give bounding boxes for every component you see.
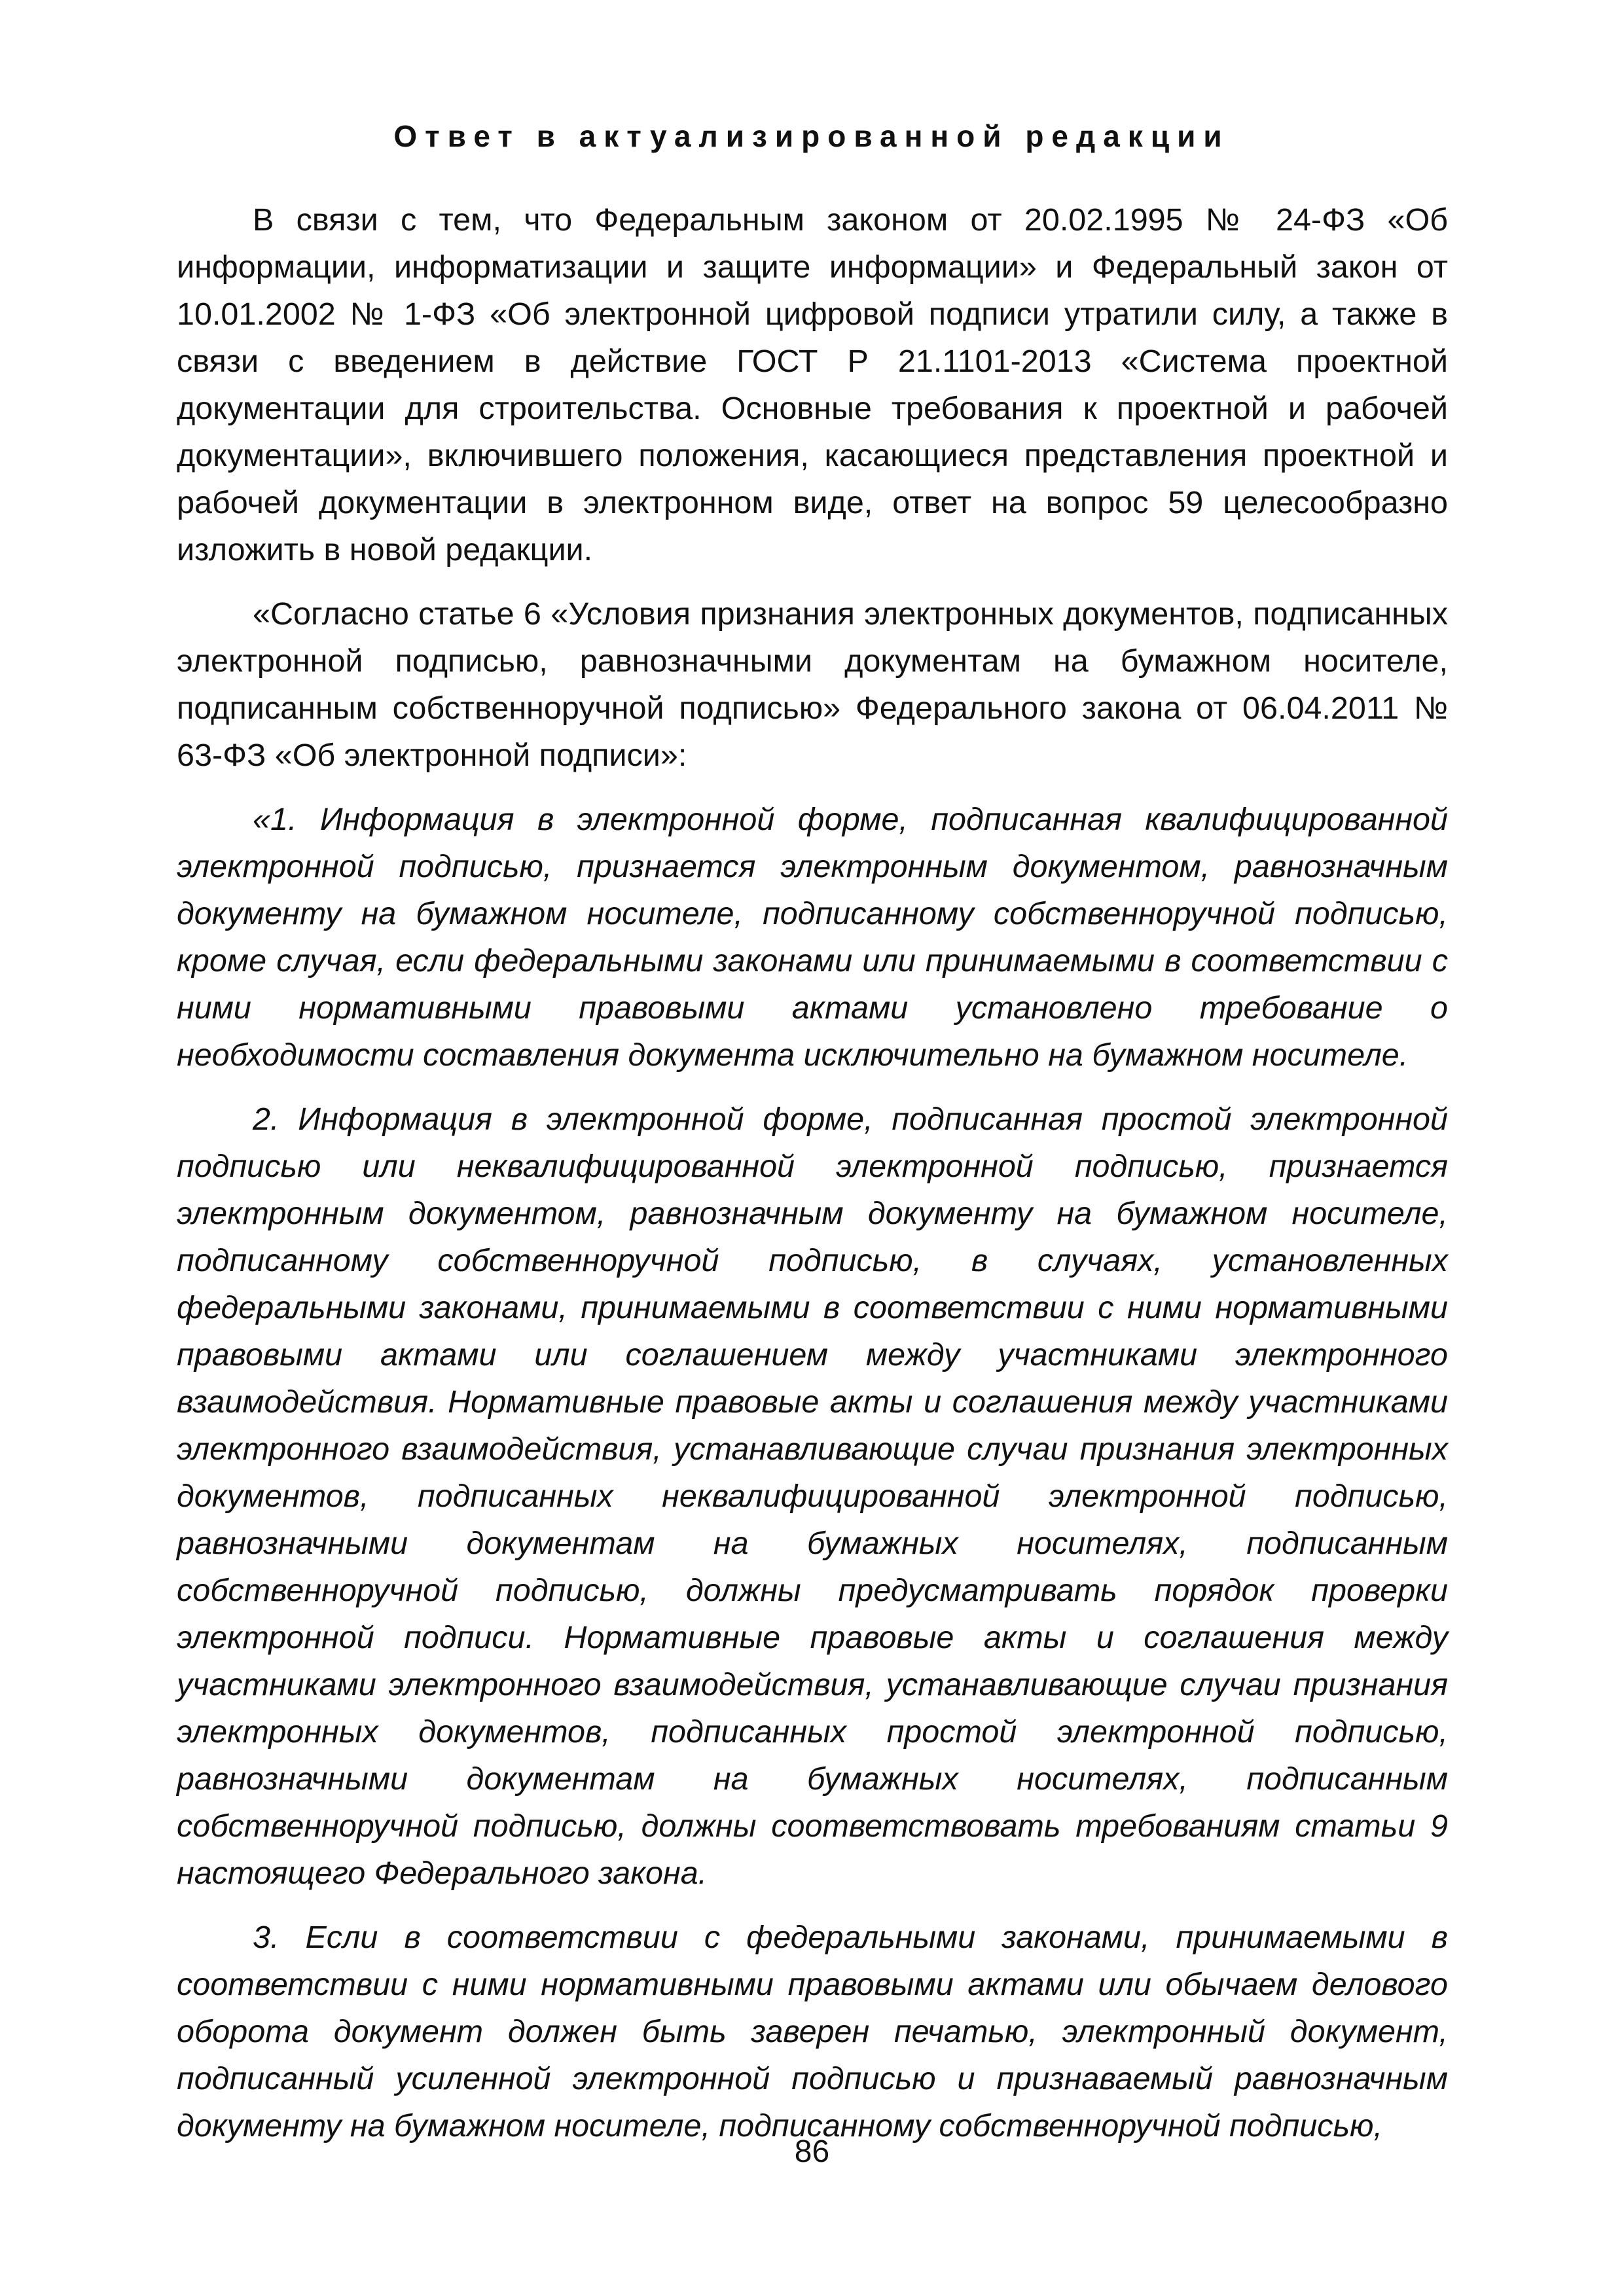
page-heading: Ответ в актуализированной редакции bbox=[393, 119, 1230, 153]
quote-clause-2: 2. Информация в электронной форме, подписанная простой электронной подписью или неквалифицированной электронной подписью, признается электронным документом, равнозначным документу на бумажном носителе, подписанному собственноручной подписью, в случаях, установленных федеральными законами, принимаемыми в соответствии с ними нормативными правовыми актами или соглашением между участниками электронного взаимодействия. Нормативные правовые акты и соглашения между участниками электронного взаимодействия, устанавливающие случаи признания электронных документов, подписанных неквалифицированной электронной подписью, равнозначными документам на бумажных носителях, подписанным собственноручной подписью, должны предусматривать порядок проверки электронной подписи. Нормативные правовые акты и соглашения между участниками электронного взаимодействия, устанавливающие случаи признания электронных документов, подписанных простой электронной подписью, равнозначными документам на бумажных носителях, подписанным собственноручной подписью, должны соответствовать требованиям статьи 9 настоящего Федерального закона. bbox=[177, 1102, 1448, 1891]
quote-clause-3: 3. Если в соответствии с федеральными законами, принимаемыми в соответствии с ними нормативными правовыми актами или обычаем делового оборота документ должен быть заверен печатью, электронный документ, подписанный усиленной электронной подписью и признаваемый равнозначным документу на бумажном носителе, подписанному собственноручной подписью, bbox=[177, 1920, 1448, 2144]
document-body bbox=[177, 196, 1448, 2166]
article-6-paragraph: «Согласно статье 6 «Условия признания электронных документов, подписанных электронной подписью, равнозначными документам на бумажном носителе, подписанным собственноручной подписью» Федерального закона от 06.04.2011 № 63-ФЗ «Об электронной подписи»: bbox=[177, 596, 1448, 773]
quote-clause-1: «1. Информация в электронной форме, подписанная квалифицированной электронной подписью, признается электронным документом, равнозначным документу на бумажном носителе, подписанному собственноручной подписью, кроме случая, если федеральными законами или принимаемыми в соответствии с ними нормативными правовыми актами установлено требование о необходимости составления документа исключительно на бумажном носителе. bbox=[177, 802, 1448, 1073]
page-number: 86 bbox=[794, 2134, 830, 2169]
intro-paragraph: В связи с тем, что Федеральным законом от 20.02.1995 № 24-ФЗ «Об информации, информатизации и защите информации» и Федеральный закон от 10.01.2002 № 1-ФЗ «Об электронной цифровой подписи утратили силу, а также в связи с введением в действие ГОСТ Р 21.1101-2013 «Система проектной документации для строительства. Основные требования к проектной и рабочей документации», включившего положения, касающиеся представления проектной и рабочей документации в электронном виде, ответ на вопрос 59 целесообразно изложить в новой редакции. bbox=[177, 202, 1448, 567]
